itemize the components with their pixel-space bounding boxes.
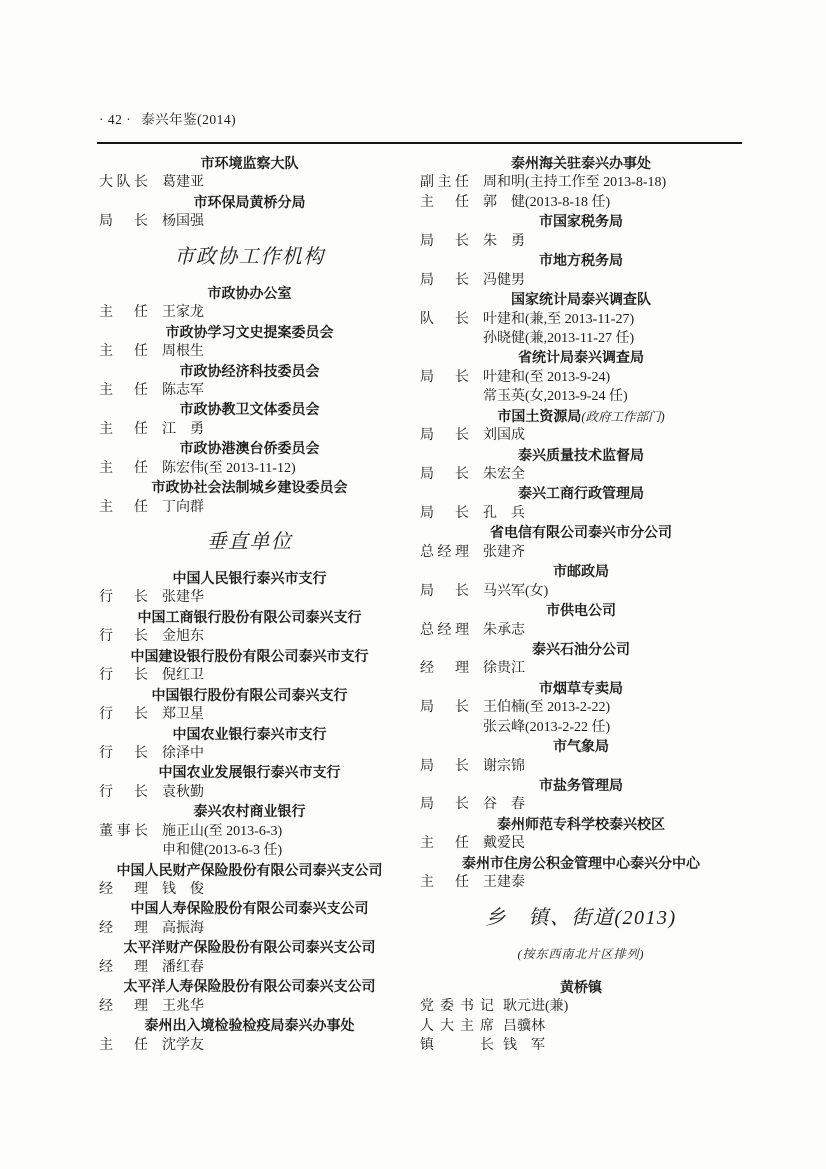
person-name: 刘国成 bbox=[483, 428, 525, 444]
officer-row bbox=[420, 997, 742, 1016]
org-heading: 太平洋人寿保险股份有限公司泰兴支公司 bbox=[123, 978, 376, 995]
role-label: 党 委 书 记 bbox=[420, 999, 494, 1015]
page-header bbox=[99, 110, 236, 130]
section-title: 乡 镇、街道(2013) bbox=[485, 906, 677, 929]
person-name: 谢宗锦 bbox=[483, 758, 525, 774]
person-name: 江 勇 bbox=[162, 421, 204, 437]
role-label: 行 长 bbox=[99, 784, 148, 800]
role-label: 行 长 bbox=[99, 629, 148, 645]
org-heading: 中国工商银行股份有限公司泰兴支行 bbox=[137, 608, 362, 625]
officer-row bbox=[420, 698, 742, 717]
role-label: 局 长 bbox=[420, 797, 469, 813]
officer-row bbox=[99, 420, 400, 439]
org-heading: 市国土资源局(政府工作部门) bbox=[497, 407, 665, 424]
person-name: 朱 勇 bbox=[483, 233, 525, 249]
continuation-row bbox=[99, 841, 400, 860]
person-name: 叶建和(兼,至 2013-11-27) bbox=[483, 311, 635, 327]
person-name: 戴爱民 bbox=[483, 836, 525, 852]
org-heading: 中国农业发展银行泰兴市支行 bbox=[158, 764, 341, 781]
officer-row bbox=[99, 627, 400, 646]
org-heading: 中国建设银行股份有限公司泰兴市支行 bbox=[130, 647, 369, 664]
officer-row bbox=[420, 621, 742, 640]
role-label: 总 经 理 bbox=[420, 622, 469, 638]
role-label: 主 任 bbox=[420, 836, 469, 852]
person-name: 金旭东 bbox=[162, 629, 204, 645]
role-label: 副 主 任 bbox=[420, 175, 469, 191]
org-heading: 市环境监察大队 bbox=[200, 155, 299, 171]
officer-row bbox=[99, 498, 400, 517]
officer-row bbox=[420, 504, 742, 523]
person-name: 马兴军(女) bbox=[483, 583, 549, 599]
person-name: 徐泽中 bbox=[162, 745, 204, 761]
officer-row bbox=[99, 958, 400, 977]
role-label: 镇 长 bbox=[420, 1037, 494, 1053]
role-label: 经 理 bbox=[99, 882, 148, 897]
continuation-row bbox=[420, 329, 742, 348]
person-name: 王伯楠(至 2013-2-22) bbox=[483, 700, 611, 716]
org-heading: 黄桥镇 bbox=[560, 978, 602, 995]
person-name: 丁向群 bbox=[162, 499, 204, 515]
org-heading: 市政协社会法制城乡建设委员会 bbox=[151, 479, 348, 496]
role-label: 主 任 bbox=[99, 344, 148, 360]
person-name: 吕骥林 bbox=[503, 1018, 545, 1034]
role-label: 行 长 bbox=[99, 745, 148, 761]
officer-row bbox=[420, 543, 742, 562]
org-heading: 中国人寿保险股份有限公司泰兴支公司 bbox=[130, 900, 369, 917]
officer-row bbox=[99, 173, 400, 192]
officer-row bbox=[420, 873, 742, 892]
role-label: 主 任 bbox=[99, 460, 148, 476]
person-name: 常玉英(女,2013-9-24 任) bbox=[483, 389, 628, 405]
person-name: 钱 军 bbox=[503, 1037, 545, 1053]
org-heading: 中国人民财产保险股份有限公司泰兴支公司 bbox=[116, 861, 383, 878]
officer-row bbox=[420, 834, 742, 853]
org-heading: 泰州师范专科学校泰兴校区 bbox=[497, 815, 665, 832]
officer-row bbox=[420, 465, 742, 484]
org-heading: 省统计局泰兴调查局 bbox=[518, 349, 644, 366]
org-heading: 市气象局 bbox=[553, 738, 609, 755]
person-name: 郭 健(2013-8-18 任) bbox=[483, 194, 611, 210]
officer-row bbox=[99, 997, 400, 1016]
officer-row bbox=[420, 173, 742, 192]
org-heading: 市国家税务局 bbox=[539, 213, 623, 230]
role-label: 局 长 bbox=[420, 505, 469, 521]
org-heading: 泰州出入境检验检疫局泰兴办事处 bbox=[144, 1017, 355, 1034]
org-heading: 泰兴工商行政管理局 bbox=[518, 485, 644, 502]
org-heading: 泰州海关驻泰兴办事处 bbox=[511, 155, 651, 171]
officer-row bbox=[420, 582, 742, 601]
role-label: 局 长 bbox=[420, 233, 469, 249]
role-label: 主 任 bbox=[99, 382, 148, 398]
person-name: 陈宏伟(至 2013-11-12) bbox=[162, 460, 296, 476]
role-label: 经 理 bbox=[99, 998, 148, 1014]
person-name: 王兆华 bbox=[162, 998, 204, 1014]
role-label: 主 任 bbox=[420, 875, 469, 891]
role-label: 经 理 bbox=[99, 959, 148, 975]
org-heading: 中国农业银行泰兴市支行 bbox=[172, 725, 327, 742]
org-heading: 市政协教卫文体委员会 bbox=[179, 401, 320, 418]
officer-row bbox=[99, 588, 400, 607]
role-label: 局 长 bbox=[420, 428, 469, 444]
section-note: (按东西南北片区排列) bbox=[517, 946, 645, 961]
person-name: 高振海 bbox=[162, 920, 204, 936]
officer-row bbox=[420, 193, 742, 212]
officer-row bbox=[99, 303, 400, 322]
role-label bbox=[420, 329, 469, 348]
org-heading: 泰兴质量技术监督局 bbox=[518, 446, 644, 463]
person-name: 徐贵江 bbox=[483, 661, 525, 677]
org-heading: 太平洋财产保险股份有限公司泰兴支公司 bbox=[123, 939, 376, 956]
org-heading: 泰兴农村商业银行 bbox=[193, 803, 306, 820]
org-heading: 省电信有限公司泰兴市分公司 bbox=[490, 524, 672, 541]
person-name: 张建华 bbox=[162, 590, 204, 606]
role-label: 行 长 bbox=[99, 707, 148, 723]
role-label: 主 任 bbox=[99, 1037, 148, 1053]
role-label: 主 任 bbox=[420, 194, 469, 210]
role-label: 董 事 长 bbox=[99, 823, 148, 839]
person-name: 王家龙 bbox=[162, 305, 204, 321]
org-heading: 市政协经济科技委员会 bbox=[179, 362, 320, 379]
role-label: 主 任 bbox=[99, 499, 148, 515]
page-number: · 42 · bbox=[99, 112, 132, 127]
officer-row bbox=[420, 795, 742, 814]
role-label: 经 理 bbox=[420, 661, 469, 677]
org-heading: 市邮政局 bbox=[553, 563, 609, 580]
role-label: 总 经 理 bbox=[420, 544, 469, 560]
column-right bbox=[420, 154, 742, 1055]
org-heading: 中国银行股份有限公司泰兴支行 bbox=[151, 686, 348, 703]
org-heading: 市盐务管理局 bbox=[539, 777, 623, 793]
section-title: 市政协工作机构 bbox=[174, 245, 325, 268]
person-name: 袁秋勤 bbox=[162, 784, 204, 800]
org-heading: 市供电公司 bbox=[546, 602, 616, 619]
officer-row bbox=[99, 705, 400, 724]
person-name: 张云峰(2013-2-22 任) bbox=[483, 719, 611, 735]
role-label: 经 理 bbox=[99, 920, 148, 936]
role-label: 主 任 bbox=[99, 421, 148, 437]
person-name: 朱承志 bbox=[483, 622, 525, 638]
person-name: 朱宏全 bbox=[483, 467, 525, 482]
person-name: 叶建和(至 2013-9-24) bbox=[483, 369, 611, 385]
person-name: 潘红春 bbox=[162, 959, 204, 975]
officer-row bbox=[420, 659, 742, 678]
role-label: 局 长 bbox=[420, 272, 469, 288]
role-label: 大 队 长 bbox=[99, 175, 148, 191]
person-name: 沈学友 bbox=[162, 1037, 204, 1053]
continuation-row bbox=[420, 387, 742, 406]
org-heading: 泰兴石油分公司 bbox=[532, 640, 630, 657]
role-label: 局 长 bbox=[420, 467, 469, 482]
org-heading: 市政协港澳台侨委员会 bbox=[179, 440, 320, 457]
person-name: 施正山(至 2013-6-3) bbox=[162, 823, 283, 839]
person-name: 张建齐 bbox=[483, 544, 525, 560]
person-name: 杨国强 bbox=[162, 214, 204, 230]
org-heading: 国家统计局泰兴调查队 bbox=[511, 291, 651, 308]
role-label: 局 长 bbox=[99, 214, 148, 230]
person-name: 周根生 bbox=[162, 344, 204, 360]
person-name: 周和明(主持工作至 2013-8-18) bbox=[483, 175, 667, 191]
officer-row bbox=[420, 1036, 742, 1055]
officer-row bbox=[99, 381, 400, 400]
section-title: 垂直单位 bbox=[206, 531, 293, 553]
role-label: 行 长 bbox=[99, 590, 148, 606]
officer-row bbox=[99, 744, 400, 763]
continuation-row bbox=[420, 718, 742, 737]
person-name: 冯健男 bbox=[483, 272, 525, 288]
person-name: 申和健(2013-6-3 任) bbox=[162, 843, 283, 859]
officer-row bbox=[420, 757, 742, 776]
officer-row bbox=[420, 310, 742, 329]
officer-row bbox=[99, 919, 400, 938]
person-name: 郑卫星 bbox=[162, 707, 204, 723]
role-label: 局 长 bbox=[420, 758, 469, 774]
person-name: 倪红卫 bbox=[162, 668, 204, 684]
person-name: 葛建亚 bbox=[162, 175, 204, 191]
org-heading: 中国人民银行泰兴市支行 bbox=[172, 570, 327, 586]
role-label bbox=[420, 718, 469, 737]
officer-row bbox=[99, 783, 400, 802]
officer-row bbox=[420, 232, 742, 251]
person-name: 耿元进(兼) bbox=[503, 999, 569, 1015]
role-label: 局 长 bbox=[420, 369, 469, 385]
org-heading: 市政协办公室 bbox=[207, 284, 292, 301]
role-label: 人 大 主 席 bbox=[420, 1018, 494, 1034]
officer-row bbox=[99, 880, 400, 899]
role-label: 行 长 bbox=[99, 668, 148, 684]
person-name: 孔 兵 bbox=[483, 505, 525, 521]
book-title: 泰兴年鉴(2014) bbox=[141, 112, 237, 127]
column-left bbox=[99, 154, 400, 1055]
officer-row bbox=[420, 426, 742, 445]
person-name: 谷 春 bbox=[483, 797, 525, 813]
org-heading-suffix: (政府工作部门) bbox=[581, 409, 665, 424]
role-label bbox=[99, 841, 148, 860]
officer-row bbox=[99, 1036, 400, 1055]
person-name: 钱 俊 bbox=[162, 882, 204, 897]
officer-row bbox=[420, 271, 742, 290]
officer-row bbox=[99, 666, 400, 685]
org-heading: 市环保局黄桥分局 bbox=[193, 193, 306, 210]
person-name: 孙晓健(兼,2013-11-27 任) bbox=[483, 330, 635, 346]
org-heading: 市烟草专卖局 bbox=[539, 679, 623, 696]
officer-row bbox=[420, 368, 742, 387]
role-label: 主 任 bbox=[99, 305, 148, 321]
officer-row bbox=[99, 342, 400, 361]
header-rule bbox=[97, 142, 742, 144]
officer-row bbox=[99, 822, 400, 841]
org-heading: 泰州市住房公积金管理中心泰兴分中心 bbox=[462, 854, 700, 871]
role-label: 队 长 bbox=[420, 311, 469, 327]
officer-row bbox=[420, 1017, 742, 1036]
officer-row bbox=[99, 459, 400, 478]
role-label: 局 长 bbox=[420, 583, 469, 599]
person-name: 陈志军 bbox=[162, 382, 204, 398]
role-label bbox=[420, 387, 469, 406]
officer-row bbox=[99, 212, 400, 231]
role-label: 局 长 bbox=[420, 700, 469, 716]
person-name: 王建泰 bbox=[483, 875, 525, 891]
page-content bbox=[99, 154, 742, 1055]
org-heading: 市地方税务局 bbox=[539, 252, 623, 269]
org-heading: 市政协学习文史提案委员会 bbox=[165, 323, 334, 340]
